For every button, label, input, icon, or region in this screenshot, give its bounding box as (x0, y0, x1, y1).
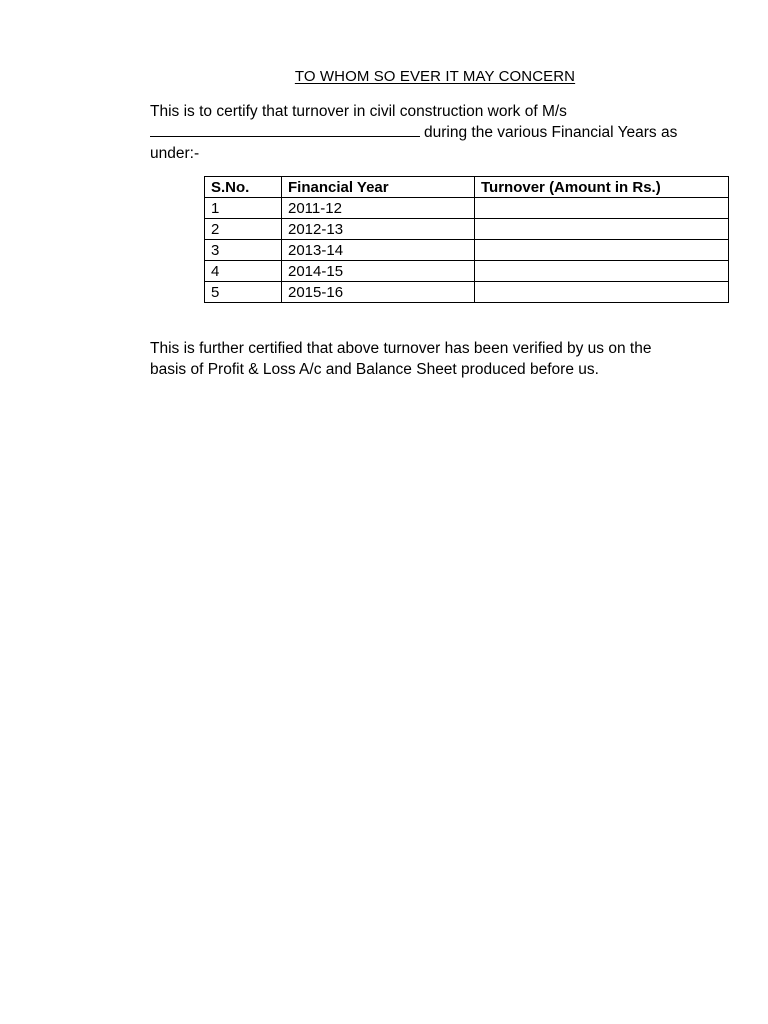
intro-line-2-text: during the various Financial Years as (424, 124, 678, 141)
intro-line-3: under:- (150, 145, 200, 162)
table-row (205, 282, 729, 303)
row-sno: 3 (205, 240, 282, 261)
table-row (205, 261, 729, 282)
closing-line-1: This is further certified that above turnover has been verified by us on the (150, 340, 652, 357)
intro-line-2 (150, 122, 730, 143)
header-financial-year: Financial Year (282, 177, 475, 198)
row-year: 2012-13 (282, 219, 475, 240)
table-row (205, 219, 729, 240)
row-year: 2011-12 (282, 198, 475, 219)
row-turnover (475, 282, 729, 303)
row-year: 2013-14 (282, 240, 475, 261)
row-turnover (475, 240, 729, 261)
intro-line-1: This is to certify that turnover in civil construction work of M/s (150, 103, 567, 120)
closing-paragraph (150, 338, 730, 380)
row-sno: 4 (205, 261, 282, 282)
row-sno: 2 (205, 219, 282, 240)
row-sno: 5 (205, 282, 282, 303)
intro-paragraph (150, 101, 730, 164)
row-sno: 1 (205, 198, 282, 219)
company-name-blank (150, 122, 420, 137)
table-row (205, 240, 729, 261)
table-row (205, 198, 729, 219)
table-header-row (205, 177, 729, 198)
turnover-table (204, 176, 729, 303)
row-turnover (475, 219, 729, 240)
closing-line-2: basis of Profit & Loss A/c and Balance Sheet produced before us. (150, 361, 599, 378)
header-turnover: Turnover (Amount in Rs.) (475, 177, 729, 198)
row-turnover (475, 198, 729, 219)
header-sno: S.No. (205, 177, 282, 198)
document-title: TO WHOM SO EVER IT MAY CONCERN (294, 68, 576, 85)
row-turnover (475, 261, 729, 282)
row-year: 2015-16 (282, 282, 475, 303)
row-year: 2014-15 (282, 261, 475, 282)
